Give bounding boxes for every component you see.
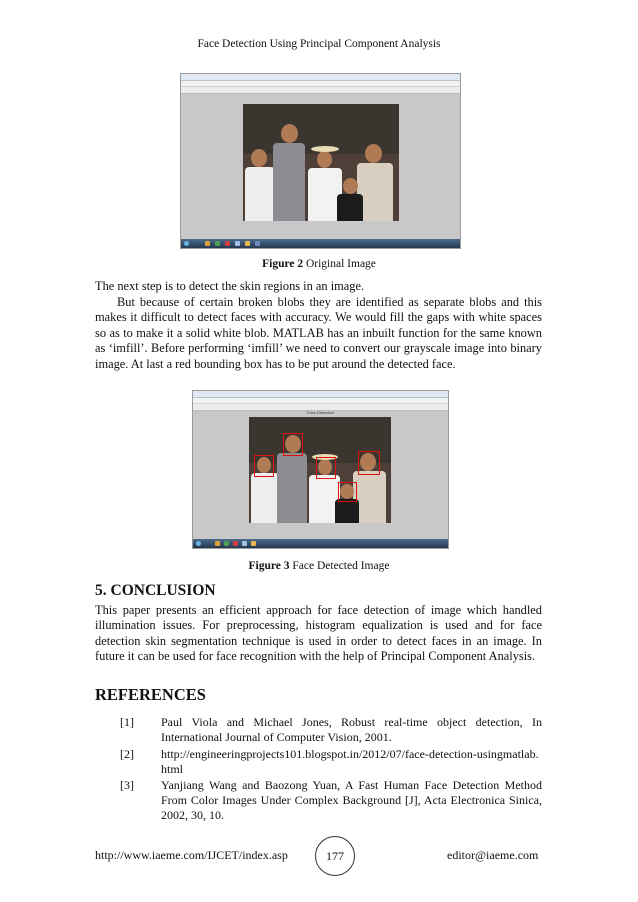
window-titlebar (193, 391, 448, 398)
window-titlebar (181, 74, 460, 81)
reference-item: [1] Paul Viola and Michael Jones, Robust real-time object detection, In International Journal of Computer Vision, 2001. (120, 715, 542, 745)
face-detection-window-label: Face Detection (307, 410, 334, 415)
face-bounding-box (316, 457, 336, 479)
face-detected-photo (249, 417, 391, 523)
reference-item: [3] Yanjiang Wang and Baozong Yuan, A Fast Human Face Detection Method From Color Images Under Complex Background [J], Acta Electronica Sinica, 2002, 30, 10. (120, 778, 542, 823)
conclusion-heading: 5. CONCLUSION (95, 582, 216, 599)
conclusion-text: This paper presents an efficient approach for face detection of image which handled illumination issues. For preprocessing, histogram equalization is used and for face detection skin segmentation technique is used in order to detect faces in an image. In future it can be used for face recognition with the help of Principal Component Analysis. (95, 603, 542, 664)
footer-email-link[interactable]: editor@iaeme.com (447, 848, 539, 862)
paragraph-skin-detection: The next step is to detect the skin regions in an image. (95, 279, 365, 293)
running-header: Face Detection Using Principal Component Analysis (197, 38, 441, 50)
window-toolbar (181, 87, 460, 94)
references-heading: REFERENCES (95, 685, 206, 704)
paragraph-blob-fill: But because of certain broken blobs they are identified as separate blobs and this makes it difficult to detect faces with accuracy. We would fill the gaps with white spaces so as to make it a solid white blob. MATLAB has an inbuilt function for the same known as ‘imfill’. Before performing ‘imfill’ we need to convert our grayscale image into binary image. At last a red bounding box has to be put around the detected face. (95, 295, 542, 371)
page-number: 177 (315, 836, 355, 876)
reference-item: [2] http://engineeringprojects101.blogspot.in/2012/07/face-detection-usingmatlab.html (120, 747, 539, 777)
taskbar (181, 239, 460, 248)
figure-2-caption: Figure 2 Original Image (262, 258, 376, 270)
figure-3-screenshot (192, 390, 449, 549)
taskbar (193, 539, 448, 548)
face-bounding-box (358, 451, 380, 475)
figure-3-caption: Figure 3 Face Detected Image (248, 560, 390, 572)
figure-2-screenshot (180, 73, 461, 249)
original-photo (243, 104, 399, 221)
face-bounding-box (338, 482, 357, 502)
footer-url-link[interactable]: http://www.iaeme.com/IJCET/index.asp (95, 848, 288, 862)
face-bounding-box (283, 433, 303, 456)
face-bounding-box (254, 455, 274, 477)
